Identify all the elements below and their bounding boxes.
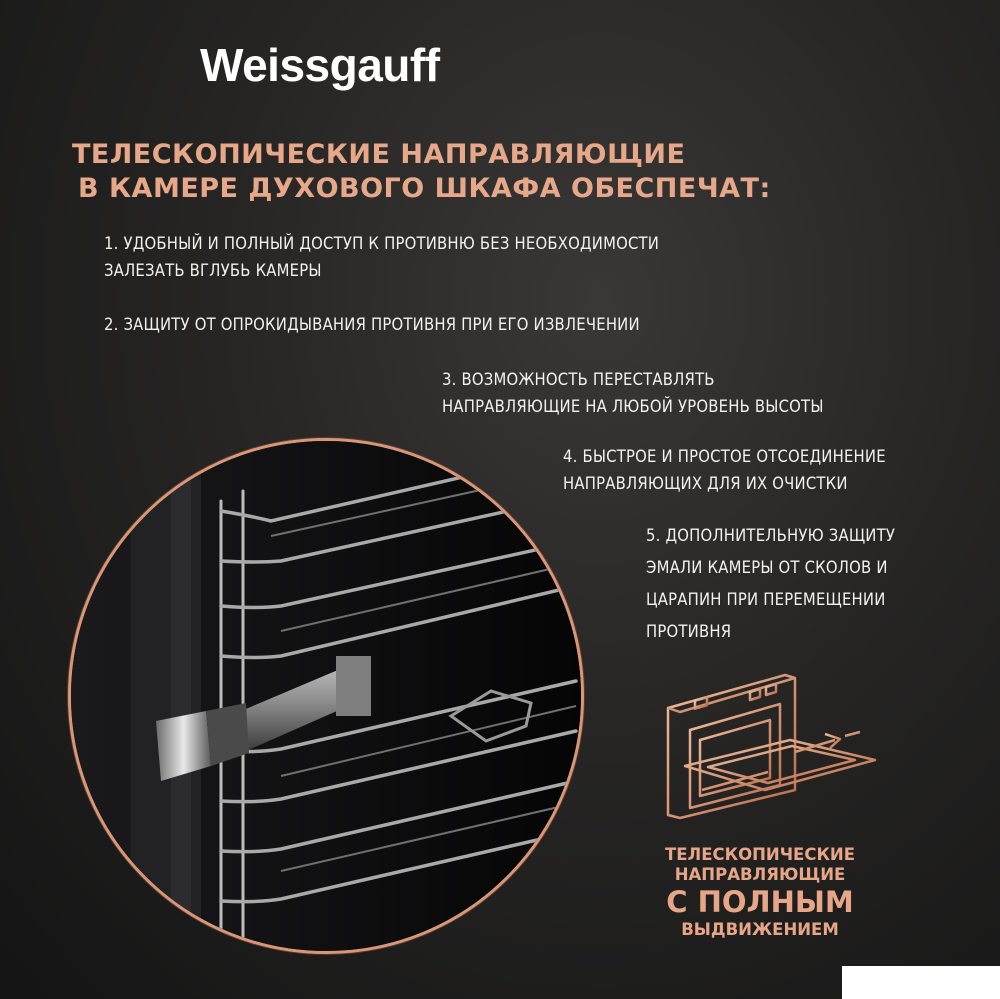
feature-4-line-2: НАПРАВЛЯЮЩИХ ДЛЯ ИХ ОЧИСТКИ [563, 474, 848, 493]
feature-5-line-4: ПРОТИВНЯ [646, 622, 732, 641]
headline [72, 138, 771, 206]
feature-2 [104, 311, 640, 338]
feature-1 [104, 230, 659, 284]
caption-line-1: ТЕЛЕСКОПИЧЕСКИЕ [664, 845, 856, 864]
caption-line-3: С ПОЛНЫМ [666, 885, 854, 919]
oven-rack-closeup-icon [68, 438, 584, 954]
feature-3-line-2: НАПРАВЛЯЮЩИЕ НА ЛЮБОЙ УРОВЕНЬ ВЫСОТЫ [442, 397, 824, 416]
oven-telescopic-rail-icon [660, 670, 890, 824]
feature-1-line-1: 1. УДОБНЫЙ И ПОЛНЫЙ ДОСТУП К ПРОТИВНЮ БЕЗ НЕОБХОДИМОСТИ [104, 234, 660, 253]
feature-2-line-1: 2. ЗАЩИТУ ОТ ОПРОКИДЫВАНИЯ ПРОТИВНЯ ПРИ ЕГО ИЗВЛЕЧЕНИИ [104, 315, 640, 334]
feature-5-line-3: ЦАРАПИН ПРИ ПЕРЕМЕЩЕНИИ [646, 590, 886, 609]
feature-4 [563, 443, 886, 497]
corner-patch [842, 966, 1000, 999]
caption-line-2: НАПРАВЛЯЮЩИЕ [674, 865, 846, 884]
feature-3 [442, 366, 824, 420]
headline-line-1: ТЕЛЕСКОПИЧЕСКИЕ НАПРАВЛЯЮЩИЕ [72, 139, 686, 170]
feature-4-line-1: 4. БЫСТРОЕ И ПРОСТОЕ ОТСОЕДИНЕНИЕ [563, 447, 886, 466]
brand-logo: Weissgauff [200, 39, 440, 91]
caption [640, 845, 880, 941]
feature-5-line-2: ЭМАЛИ КАМЕРЫ ОТ СКОЛОВ И [646, 558, 888, 577]
feature-1-line-2: ЗАЛЕЗАТЬ ВГЛУБЬ КАМЕРЫ [104, 261, 322, 280]
feature-3-line-1: 3. ВОЗМОЖНОСТЬ ПЕРЕСТАВЛЯТЬ [442, 370, 715, 389]
feature-5 [646, 520, 895, 648]
headline-line-2: В КАМЕРЕ ДУХОВОГО ШКАФА ОБЕСПЕЧАТ: [78, 173, 771, 204]
feature-5-line-1: 5. ДОПОЛНИТЕЛЬНУЮ ЗАЩИТУ [646, 526, 896, 545]
caption-line-4: ВЫДВИЖЕНИЕМ [681, 920, 839, 939]
